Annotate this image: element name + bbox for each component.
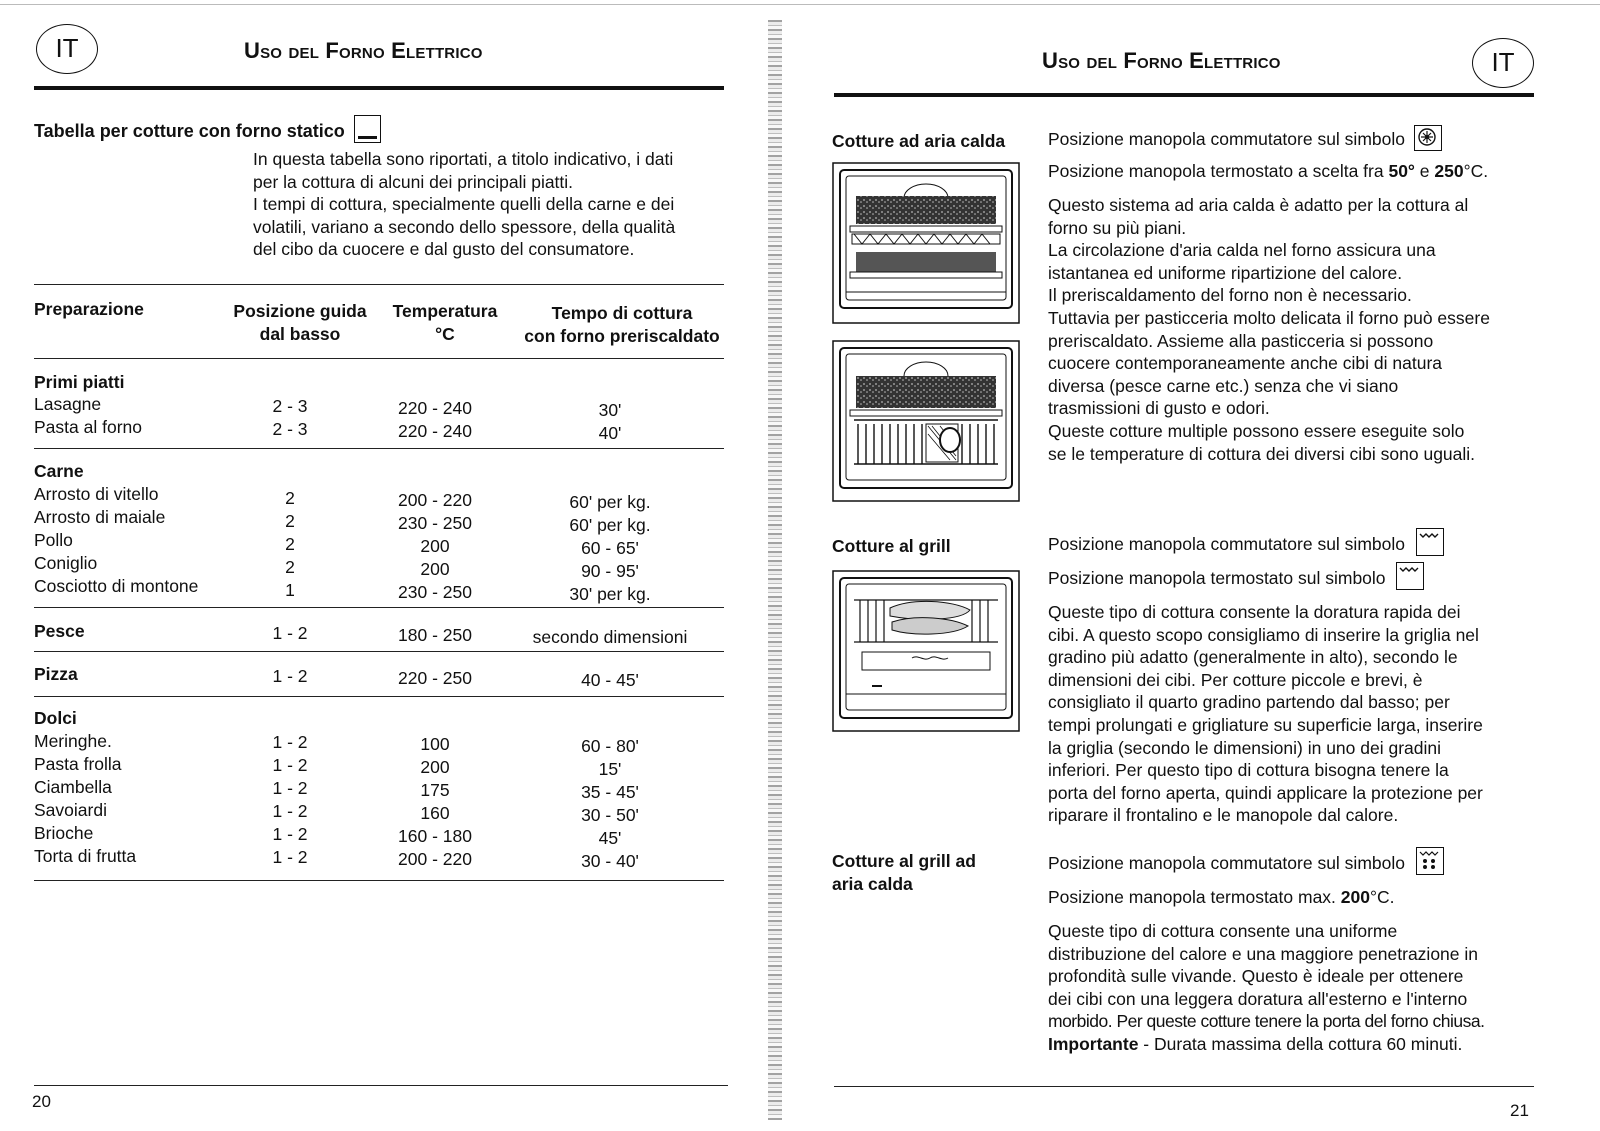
col-header-preparation: Preparazione: [34, 299, 144, 319]
group-title: Carne: [34, 461, 84, 481]
hot-air-instructions: Posizione manopola commutatore sul simbolo Posizione manopola termostato a scelta fra 50° e 250°C. Questo sistema ad aria calda è adatto per la cottura al forno su più piani. La circolazione d'aria calda nel forno assicura una istantanea ed uniforme ripartizione del calore. Il preriscaldamento del forno non è necessario. Tuttavia per pasticceria molto delicata il forno può essere preriscaldato. Assieme alla pasticceria si possono cuocere contemporaneamente anche cibi di natura diversa (pesce carne etc.) senza che vi siano trasmissioni di gusto e odori. Queste cotture multiple possono essere eseguite solo se le temperature di cottura dei diversi cibi sono uguali.: [1048, 128, 1548, 465]
group-title: Primi piatti: [34, 372, 125, 392]
cooking-table: Preparazione Posizione guida dal basso Temperatura °C Tempo di cottura con forno preriscaldato Primi piatti Lasagne 2 - 3 220 - 240 30' Pasta al forno 2 - 3 220 - 240 40' Carne Arrosto di vitello 2 200 - 220 60' per kg. Arrosto di maiale 2 230 - 250 60' per kg. Pollo 2 200 60 - 65' Coniglio 2 200 90 - 95' Cosciotto di montone 1 230 - 250 30' per kg. Pesce 1 - 2 180 - 250 secondo dimensioni Pizza 1 - 2 220 - 250 40 - 45' Dolci Meringhe. 1 - 2 100 60 - 80' Pasta frolla 1 - 2 200 15' Ciambella 1 - 2 175 35 - 45' Savoiardi 1 - 2 160 30 - 50' Brioche 1 - 2 160 - 180 45' Torta di frutta 1 - 2 200 - 220 30 - 40': [0, 0, 760, 900]
grill-fan-symbol-icon: [1416, 847, 1444, 875]
page-header-title: Uso del Forno Elettrico: [1042, 48, 1281, 73]
oven-illustration-hot-air-2: [832, 340, 1020, 502]
group-rule: [34, 448, 724, 449]
header-bottom-rule: [34, 358, 724, 359]
page-number: 20: [32, 1092, 51, 1111]
table-bottom-rule: [34, 880, 724, 881]
group-rule: [34, 607, 724, 608]
section-title-grill: Cotture al grill: [832, 536, 951, 556]
col-header-temperature: Temperatura °C: [392, 301, 498, 344]
fan-symbol-icon: [1414, 125, 1442, 151]
language-badge: IT: [36, 24, 98, 74]
page-number: 21: [1510, 1101, 1529, 1120]
footer-rule: [34, 1085, 728, 1086]
intro-text: In questa tabella sono riportati, a titolo indicativo, i dati per la cottura di alcuni dei principali piatti. I tempi di cottura, specialmente quelli della carne e dei volatili, variano a secondo dello spessore, della qualità del cibo da cuocere e dal gusto del consumatore.: [253, 149, 676, 260]
col-header-position: Posizione guida dal basso: [233, 301, 367, 344]
oven-illustration-hot-air-1: [832, 162, 1020, 324]
grill-instructions: Posizione manopola commutatore sul simbolo Posizione manopola termostato sul simbolo Queste tipo di cottura consente la doratura rapida dei cibi. A questo scopo consigliamo di inserire la griglia nel gradino più adatto (generalmente in alto), secondo le dimensioni dei cibi. Per cotture piccole e brevi, è consigliato il quarto gradino partendo dal basso; per tempi prolungati e grigliature su superficie larga, inserire la griglia (secondo le dimensioni) in uno dei gradini inferiori. Per questo tipo di cottura bisogna tenere la porta del forno aperta, quindi applicare la protezione per riparare il frontalino e le manopole dal calore.: [1048, 533, 1548, 827]
grill-hot-air-instructions: Posizione manopola commutatore sul simbolo Posizione manopola termostato max. 200°C. Queste tipo di cottura consente una uniforme distribuzione del calore e una maggiore penetrazione in profondità sulle vivande. Questo è ideale per ottenere dei cibi con una leggera doratura all'esterno e l'interno morbido. Per queste cotture tenere la porta del forno chiusa. Importante - Durata massima della cottura 60 minuti.: [1048, 852, 1558, 1056]
grill-thermostat-icon: [1396, 562, 1424, 590]
grill-body: Queste tipo di cottura consente la doratura rapida dei cibi. A questo scopo consigliamo di inserire la griglia nel gradino più adatto (generalmente in alto), secondo le dimensioni dei cibi. Per cotture piccole e brevi, è consigliato il quarto gradino partendo dal basso; per tempi prolungati e grigliature su superficie larga, inserire la griglia (secondo le dimensioni) in uno dei gradini inferiori. Per questo tipo di cottura bisogna tenere la porta del forno aperta, quindi applicare la protezione per riparare il frontalino e le manopole dal calore.: [1048, 602, 1483, 826]
important-label: Importante: [1048, 1033, 1139, 1054]
hot-air-body: Questo sistema ad aria calda è adatto per la cottura al forno su più piani. La circolazione d'aria calda nel forno assicura una istantanea ed uniforme ripartizione del calore. Il preriscaldamento del forno non è necessario. Tuttavia per pasticceria molto delicata il forno può essere preriscaldato. Assieme alla pasticceria si possono cuocere contemporaneamente anche cibi di natura diversa (pesce carne etc.) senza che vi siano trasmissioni di gusto e odori. Queste cotture multiple possono essere eseguite solo se le temperature di cottura dei diversi cibi sono uguali.: [1048, 195, 1490, 464]
group-rule: [34, 651, 724, 652]
group-title: Dolci: [34, 708, 77, 728]
grill-hot-air-body: Queste tipo di cottura consente una uniforme distribuzione del calore e una maggiore penetrazione in profondità sulle vivande. Questo è ideale per ottenere dei cibi con una leggera doratura all'esterno e l'interno morbido. Per queste cotture tenere la porta del forno chiusa. Importante - Durata massima della cottura 60 minuti.: [1048, 921, 1485, 1054]
footer-rule: [834, 1086, 1534, 1087]
header-rule: [834, 93, 1534, 97]
col-header-time: Tempo di cottura con forno preriscaldato: [524, 303, 720, 346]
section-title-grill-hot-air: Cotture al grill ad aria calda: [832, 851, 976, 894]
page-header-title: Uso del Forno Elettrico: [244, 38, 483, 63]
section-title: Tabella per cotture con forno statico: [34, 120, 381, 143]
group-rule: [34, 696, 724, 697]
language-badge: IT: [1472, 38, 1534, 88]
page-spine: [768, 20, 782, 1120]
grill-symbol-icon: [1416, 528, 1444, 556]
section-title-hot-air: Cotture ad aria calda: [832, 131, 1006, 151]
oven-illustration-grill: [832, 570, 1020, 732]
